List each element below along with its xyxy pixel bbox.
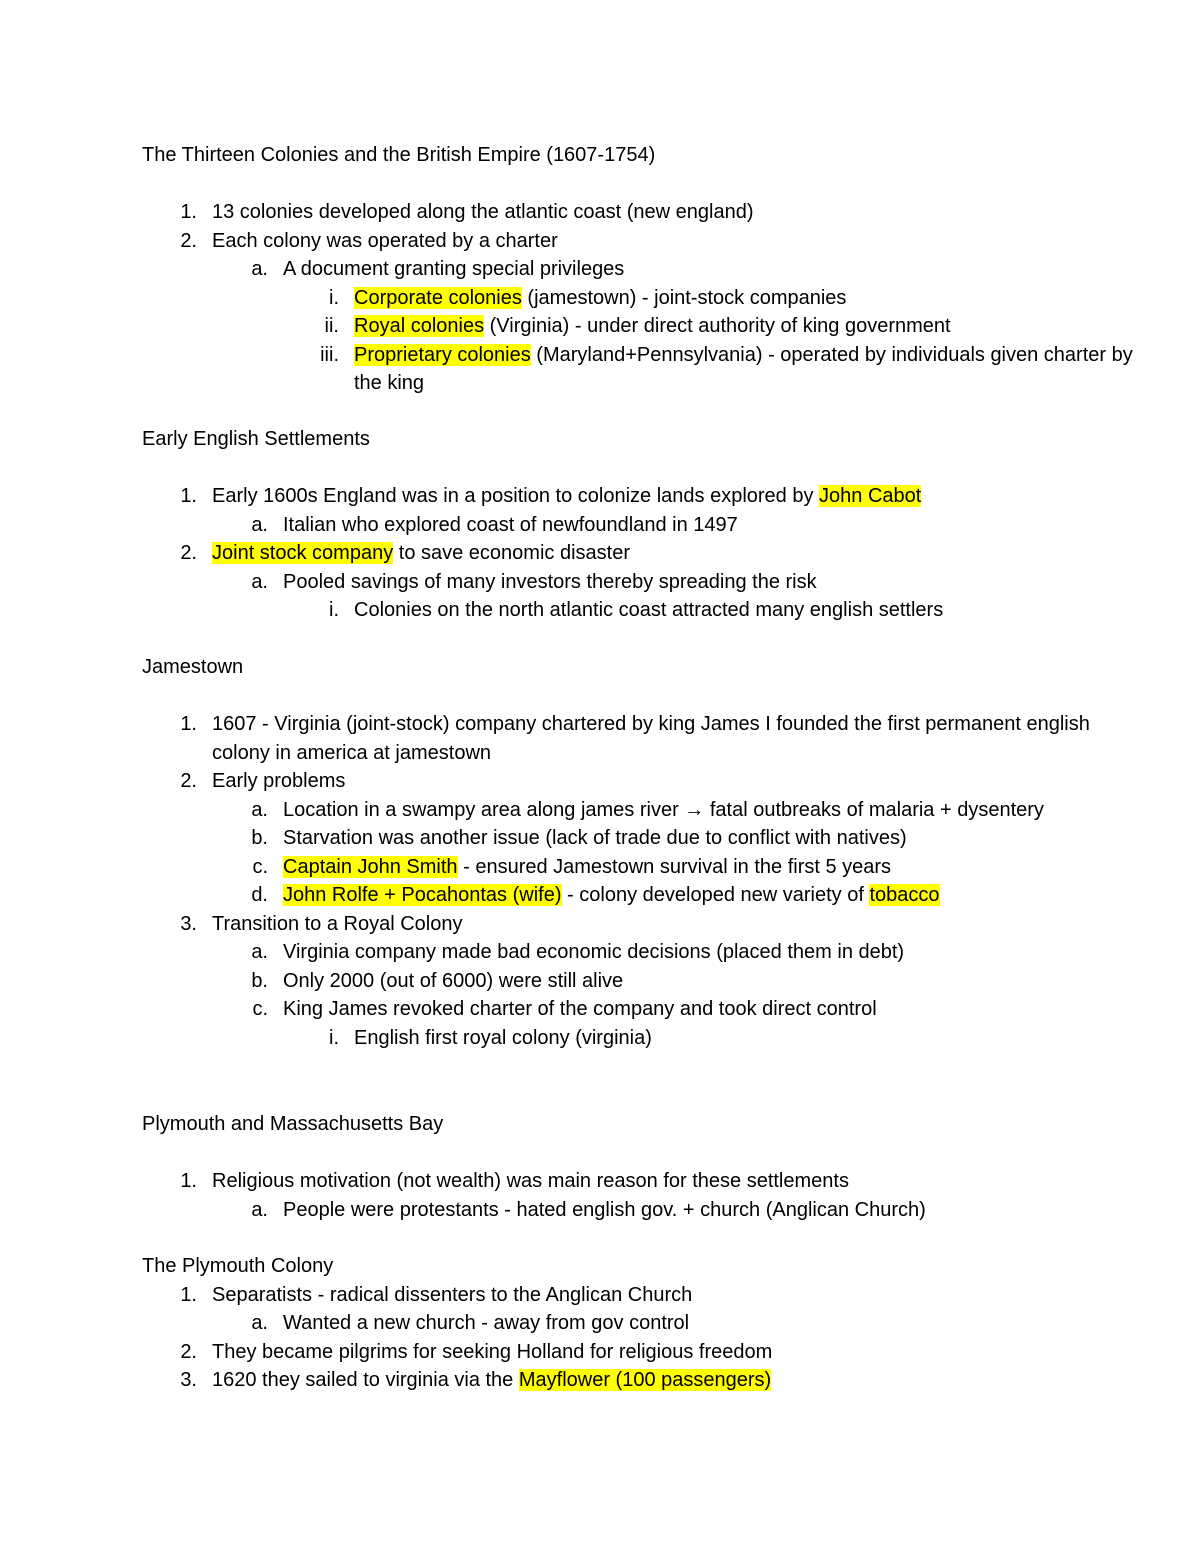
list-item bbox=[142, 710, 1142, 767]
highlighted-term: Corporate colonies bbox=[354, 286, 522, 309]
list-marker: 2. bbox=[180, 229, 197, 252]
list-item-text bbox=[283, 884, 940, 906]
list-item-text bbox=[212, 542, 630, 564]
text-run: Early problems bbox=[212, 770, 346, 792]
list-marker: ii. bbox=[324, 315, 339, 337]
list-item-text bbox=[283, 970, 623, 992]
list-item-text bbox=[283, 514, 738, 536]
list-item-text bbox=[212, 1284, 692, 1306]
section-early-english-settlements bbox=[142, 425, 1142, 625]
list-item bbox=[142, 910, 1142, 939]
list-marker: c. bbox=[252, 855, 268, 878]
text-run: (jamestown) - joint-stock companies bbox=[521, 286, 847, 309]
list-item bbox=[142, 881, 1142, 910]
text-run: - ensured Jamestown survival in the first 5 years bbox=[457, 855, 892, 878]
list-item bbox=[142, 596, 1142, 625]
list-marker: 1. bbox=[180, 201, 197, 223]
list-item bbox=[142, 227, 1142, 256]
list-marker: 3. bbox=[180, 1369, 197, 1391]
spacer bbox=[142, 682, 1142, 711]
list-marker: 3. bbox=[180, 912, 197, 935]
highlighted-term: John Rolfe + Pocahontas (wife) bbox=[283, 884, 562, 906]
list-item-text bbox=[212, 230, 558, 252]
text-run: Wanted a new church - away from gov control bbox=[283, 1312, 690, 1334]
text-run: Only 2000 (out of 6000) were still alive bbox=[283, 969, 624, 992]
list-marker: b. bbox=[251, 827, 268, 849]
list-marker: iii. bbox=[320, 343, 339, 366]
text-run: 13 colonies developed along the atlantic coast (new england) bbox=[212, 201, 754, 223]
list-item-text bbox=[283, 998, 877, 1020]
list-item bbox=[142, 511, 1142, 540]
list-marker: 2. bbox=[180, 770, 197, 792]
list-item bbox=[142, 1366, 1142, 1395]
list-item-text bbox=[283, 799, 1044, 821]
text-run: Early 1600s England was in a position to colonize lands explored by bbox=[212, 485, 820, 507]
list-item bbox=[142, 568, 1142, 597]
list-item bbox=[142, 1309, 1142, 1338]
text-run: Virginia company made bad economic decisions (placed them in debt) bbox=[283, 941, 905, 963]
list-marker: i. bbox=[329, 599, 339, 621]
list-item bbox=[142, 1024, 1142, 1053]
list-item bbox=[142, 341, 1142, 398]
list-item bbox=[142, 284, 1142, 313]
list-marker: 2. bbox=[180, 1340, 197, 1363]
list-item bbox=[142, 255, 1142, 284]
list-item-text bbox=[212, 713, 1090, 764]
section-heading: Early English Settlements bbox=[142, 428, 370, 450]
list-item-text bbox=[283, 941, 904, 963]
text-run: to save economic disaster bbox=[393, 542, 630, 564]
list-marker: 1. bbox=[180, 485, 197, 507]
list-marker: a. bbox=[251, 941, 268, 963]
list-item-text bbox=[354, 315, 951, 337]
text-run: 1607 - Virginia (joint-stock) company chartered by king James I founded the first permanent english colony in america at jamestown bbox=[212, 713, 1090, 764]
text-run: Religious motivation (not wealth) was main reason for these settlements bbox=[212, 1170, 849, 1192]
list-item-text bbox=[212, 1341, 772, 1363]
list-marker: a. bbox=[251, 513, 268, 536]
list-marker: 1. bbox=[180, 713, 197, 735]
list-item-text bbox=[212, 201, 753, 223]
list-item-text bbox=[212, 485, 921, 507]
section-heading: Plymouth and Massachusetts Bay bbox=[142, 1113, 444, 1135]
text-run: (Maryland+Pennsylvania) - operated by individuals given charter by the king bbox=[354, 343, 1133, 394]
list-item bbox=[142, 767, 1142, 796]
list-item bbox=[142, 1338, 1142, 1367]
list-item bbox=[142, 1281, 1142, 1310]
list-marker: i. bbox=[329, 286, 339, 309]
text-run: - colony developed new variety of bbox=[561, 884, 870, 906]
list-item bbox=[142, 995, 1142, 1024]
highlighted-term: Royal colonies bbox=[354, 315, 485, 337]
spacer bbox=[142, 454, 1142, 483]
highlighted-term: Captain John Smith bbox=[283, 855, 458, 878]
list-marker: 1. bbox=[180, 1283, 197, 1306]
list-item-text bbox=[354, 1027, 652, 1049]
text-run: Italian who explored coast of newfoundland in 1497 bbox=[283, 513, 738, 536]
highlighted-term: Mayflower (100 passengers) bbox=[518, 1369, 772, 1391]
list-item-text bbox=[283, 827, 907, 849]
section-plymouth-colony bbox=[142, 1252, 1142, 1395]
text-run: Separatists - radical dissenters to the Anglican Church bbox=[212, 1283, 693, 1306]
section-heading: Jamestown bbox=[142, 656, 244, 678]
text-run: (Virginia) - under direct authority of king government bbox=[484, 315, 951, 337]
list-item-text bbox=[283, 571, 817, 593]
text-run: People were protestants - hated english gov. + church (Anglican Church) bbox=[283, 1198, 926, 1221]
section-heading: The Thirteen Colonies and the British Empire (1607-1754) bbox=[142, 144, 656, 166]
list-item bbox=[142, 853, 1142, 882]
list-item-text bbox=[212, 770, 345, 792]
list-marker: a. bbox=[251, 798, 268, 821]
text-run: Transition to a Royal Colony bbox=[212, 912, 463, 935]
list-marker: b. bbox=[251, 969, 268, 992]
list-item bbox=[142, 824, 1142, 853]
highlighted-term: Proprietary colonies bbox=[354, 343, 531, 366]
list-marker: 2. bbox=[180, 542, 197, 564]
list-item bbox=[142, 539, 1142, 568]
list-item-text bbox=[212, 1369, 771, 1391]
list-marker: i. bbox=[329, 1026, 339, 1049]
list-item bbox=[142, 938, 1142, 967]
list-marker: d. bbox=[251, 884, 268, 906]
text-run: English first royal colony (virginia) bbox=[354, 1026, 652, 1049]
section-plymouth-massachusetts bbox=[142, 1110, 1142, 1224]
list-item-text bbox=[283, 856, 891, 878]
highlighted-term: John Cabot bbox=[819, 485, 922, 507]
highlighted-term: Joint stock company bbox=[212, 542, 394, 564]
text-run: Location in a swampy area along james river → fatal outbreaks of malaria + dysentery bbox=[283, 798, 1044, 821]
list-item-text bbox=[283, 1199, 926, 1221]
text-run: Pooled savings of many investors thereby spreading the risk bbox=[283, 570, 817, 593]
list-item bbox=[142, 198, 1142, 227]
list-item-text bbox=[212, 1170, 849, 1192]
list-marker: a. bbox=[251, 1198, 268, 1221]
text-run: A document granting special privileges bbox=[283, 258, 625, 280]
text-run: They became pilgrims for seeking Holland for religious freedom bbox=[212, 1340, 773, 1363]
text-run: Colonies on the north atlantic coast attracted many english settlers bbox=[354, 599, 944, 621]
list-item bbox=[142, 312, 1142, 341]
list-item bbox=[142, 1167, 1142, 1196]
spacer bbox=[142, 170, 1142, 199]
list-marker: a. bbox=[251, 258, 268, 280]
section-heading: The Plymouth Colony bbox=[142, 1255, 334, 1277]
list-item-text bbox=[354, 287, 846, 309]
list-item-text bbox=[354, 599, 943, 621]
list-item-text bbox=[212, 913, 463, 935]
list-item-text bbox=[354, 344, 1133, 395]
list-item-text bbox=[283, 258, 624, 280]
list-item-text bbox=[283, 1312, 689, 1334]
list-marker: a. bbox=[251, 1312, 268, 1334]
text-run: Each colony was operated by a charter bbox=[212, 229, 558, 252]
list-marker: 1. bbox=[180, 1170, 197, 1192]
list-marker: c. bbox=[252, 998, 268, 1020]
section-thirteen-colonies bbox=[142, 141, 1142, 398]
list-item bbox=[142, 967, 1142, 996]
list-item bbox=[142, 1196, 1142, 1225]
list-item bbox=[142, 796, 1142, 825]
spacer bbox=[142, 1139, 1142, 1168]
list-marker: a. bbox=[251, 570, 268, 593]
highlighted-term: tobacco bbox=[869, 884, 940, 906]
list-item bbox=[142, 482, 1142, 511]
text-run: Starvation was another issue (lack of trade due to conflict with natives) bbox=[283, 827, 907, 849]
text-run: King James revoked charter of the company and took direct control bbox=[283, 998, 877, 1020]
section-jamestown bbox=[142, 653, 1142, 1052]
text-run: 1620 they sailed to virginia via the bbox=[212, 1369, 519, 1391]
